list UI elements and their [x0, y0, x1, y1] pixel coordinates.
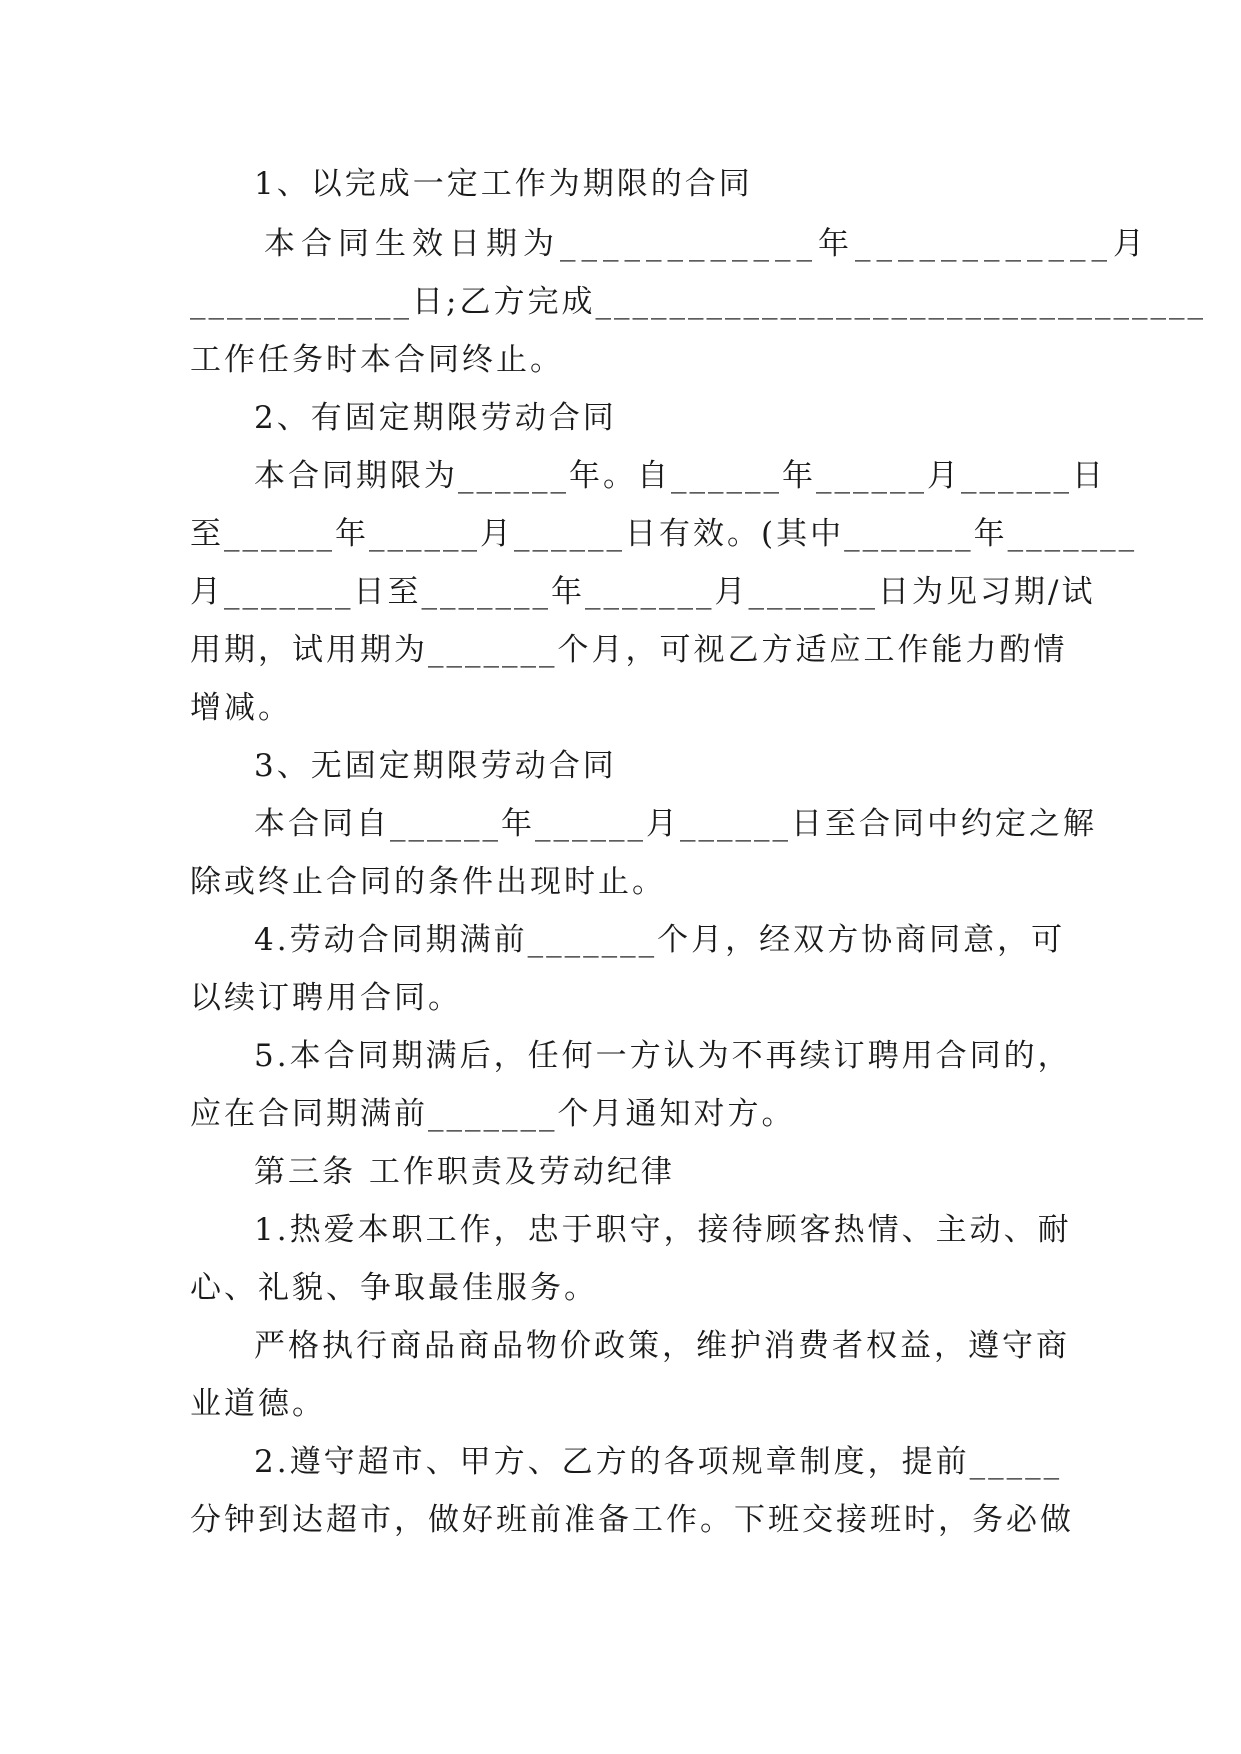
- article-3-heading: 第三条 工作职责及劳动纪律: [254, 1154, 675, 1190]
- clause-2-text-line-1: 本合同期限为______年。自______年______月______日: [254, 458, 1106, 494]
- duty-text-line-1: 严格执行商品商品物价政策，维护消费者权益，遵守商: [254, 1328, 1070, 1364]
- clause-2-text-line-5: 增减。: [190, 690, 292, 726]
- clause-3-text-line-1: 本合同自______年______月______日至合同中约定之解: [254, 806, 1097, 842]
- duty-text-line-2: 业道德。: [190, 1386, 326, 1422]
- clause-5-text-line-2: 应在合同期满前_______个月通知对方。: [190, 1096, 796, 1132]
- clause-1-text-line-3: 工作任务时本合同终止。: [190, 342, 564, 378]
- duty-1-text-line-2: 心、礼貌、争取最佳服务。: [190, 1270, 598, 1306]
- clause-1-text-line-1: 本合同生效日期为____________年____________月: [264, 226, 1150, 262]
- clause-2-heading: 2、有固定期限劳动合同: [254, 400, 617, 436]
- clause-4-text-line-1: 4.劳动合同期满前_______个月，经双方协商同意，可: [254, 922, 1066, 958]
- clause-1-text-line-2: ____________日;乙方完成_________________________________: [190, 284, 1206, 320]
- clause-5-text-line-1: 5.本合同期满后，任何一方认为不再续订聘用合同的，: [254, 1038, 1072, 1074]
- clause-2-text-line-3: 月_______日至_______年_______月_______日为见习期/试: [190, 574, 1096, 610]
- clause-3-heading: 3、无固定期限劳动合同: [254, 748, 617, 784]
- clause-3-text-line-2: 除或终止合同的条件出现时止。: [190, 864, 666, 900]
- clause-2-text-line-4: 用期，试用期为_______个月，可视乙方适应工作能力酌情: [190, 632, 1068, 668]
- duty-1-text-line-1: 1.热爱本职工作，忠于职守，接待顾客热情、主动、耐: [254, 1212, 1072, 1248]
- clause-2-text-line-2: 至______年______月______日有效。(其中_______年_______: [190, 516, 1138, 552]
- duty-2-text-line-1: 2.遵守超市、甲方、乙方的各项规章制度，提前_____: [254, 1444, 1063, 1480]
- clause-1-heading: 1、以完成一定工作为期限的合同: [254, 166, 753, 202]
- duty-2-text-line-2: 分钟到达超市，做好班前准备工作。下班交接班时，务必做: [190, 1502, 1074, 1538]
- clause-4-text-line-2: 以续订聘用合同。: [190, 980, 462, 1016]
